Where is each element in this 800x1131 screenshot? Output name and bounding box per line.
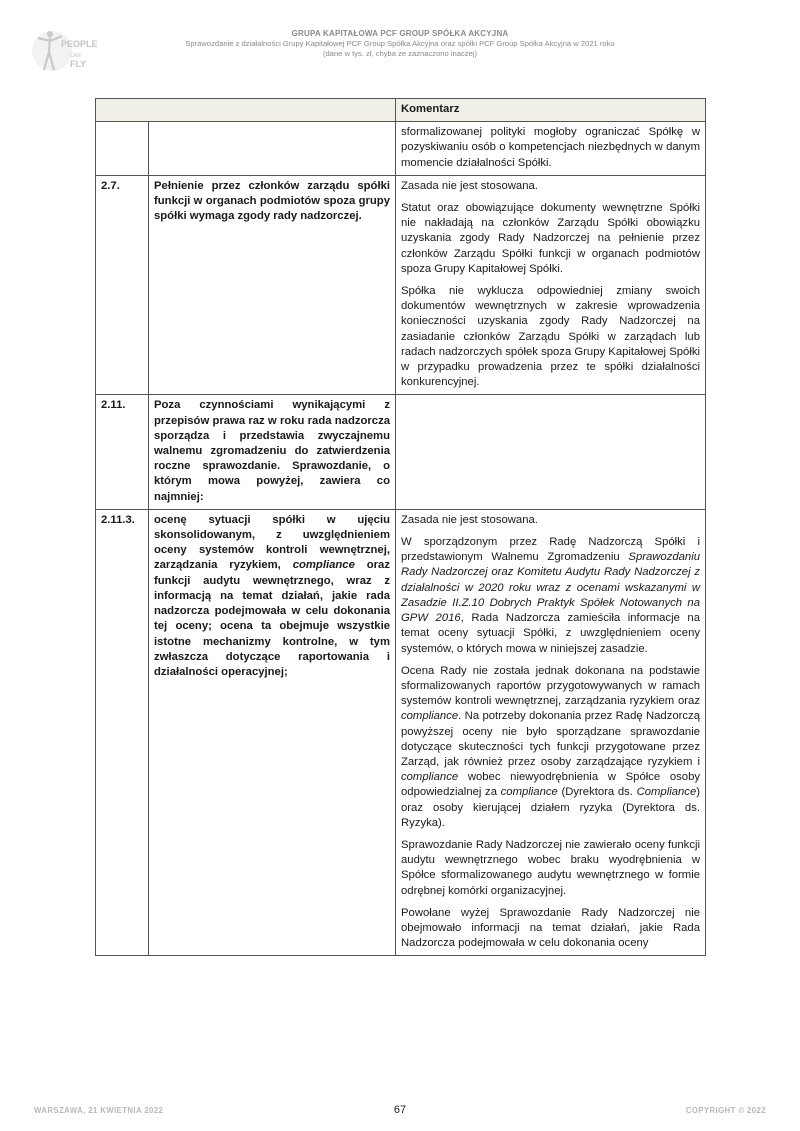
- italic-term: compliance: [292, 559, 355, 572]
- comment-cell: [396, 122, 706, 176]
- italic-term: compliance: [401, 771, 459, 784]
- comment-cell: [396, 395, 706, 509]
- italic-term: compliance: [500, 786, 558, 799]
- company-name: GRUPA KAPITAŁOWA PCF GROUP SPÓŁKA AKCYJNA: [291, 29, 509, 38]
- comment-paragraph: Statut oraz obowiązujące dokumenty wewnętrzne Spółki nie nakładają na członków Zarządu Spółki obowiązku uzyskania zgody Rady Nadzorczej na pełnienie przez członków Zarządu Spółki funkcji w organach podmiotów spoza Grupy Kapitałowej Spółki.: [401, 202, 700, 275]
- text-span: , Rada Nadzorcza zamieściła informacje na temat oceny sytuacji Spółki, z uwzględnieniem oceny systemów, o których mowa w niniejszej zasadzie.: [401, 612, 700, 655]
- header-blank-cell: [96, 99, 396, 122]
- num-cell: [96, 122, 149, 176]
- comment-paragraph: Zasada nie jest stosowana.: [401, 179, 538, 192]
- table-header-row: [96, 99, 706, 122]
- footer-copyright: COPYRIGHT © 2022: [685, 1106, 766, 1115]
- italic-report-title: Sprawozdaniu Rady Nadzorczej oraz Komitetu Audytu Rady Nadzorczej z działalności w 2020 roku wraz z ocenami wskazanymi w Zasadzie II.Z.10 Dobrych Praktyk Spółek Notowanych na GPW 2016: [401, 551, 700, 625]
- table-row: [96, 395, 706, 509]
- principle-cell: [149, 122, 396, 176]
- comment-cell: [396, 509, 706, 955]
- table-row: [96, 175, 706, 395]
- footer-date: WARSZAWA, 21 KWIETNIA 2022: [34, 1106, 164, 1115]
- text-span: ocenę sytuacji spółki w ujęciu skonsolidowanym, z uwzględnieniem oceny systemów kontroli wewnętrznej, zarządzania ryzykiem,: [154, 513, 390, 572]
- principle-cell: Pełnienie przez członków zarządu spółki funkcji w organach podmiotów spoza grupy spółki wymaga zgody rady nadzorczej.: [149, 175, 396, 395]
- num-cell: 2.7.: [96, 175, 149, 395]
- company-logo: [30, 24, 98, 78]
- text-span: wobec niewyodrębnienia w Spółce osoby odpowiedzialnej za: [401, 771, 700, 799]
- comment-paragraph: sformalizowanej polityki mogłoby ograniczać Spółkę w pozyskiwaniu osób o kompetencjach niezbędnych w danym momencie działalności Spółki.: [401, 126, 700, 169]
- text-span: (Dyrektora ds.: [557, 786, 637, 799]
- comment-paragraph: Spółka nie wyklucza odpowiedniej zmiany swoich dokumentów wewnętrznych w zakresie wprowadzenia konieczności uzyskania zgody Rady Nadzorczej na zasiadanie członków Zarządu Spółki w zarządach lub radach nadzorczych spółek spoza Grupy Kapitałowej Spółki w przypadku prowadzenia przez te spółki działalności konkurencyjnej.: [401, 285, 700, 389]
- table-row: [96, 509, 706, 955]
- text-span: W sporządzonym przez Radę Nadzorczą Spółki i przedstawionym Walnemu Zgromadzeniu: [401, 536, 700, 564]
- text-span: Ocena Rady nie została jednak dokonana na podstawie sformalizowanych raportów przygotowywanych w ramach systemów kontroli wewnętrznej, zarządzania ryzykiem oraz: [401, 664, 700, 708]
- text-span: oraz funkcji audytu wewnętrznego, wraz z informacją na temat działań, jakie rada nadzorcza podejmowała w celu dokonania tej oceny; ocena ta obejmuje wszystkie istotne mechanizmy kontrolne, w tym zwłaszcza dotyczące raportowania i działalności operacyjnej;: [154, 559, 390, 678]
- logo-figure-icon: [30, 24, 98, 78]
- svg-text:FLY: FLY: [70, 59, 87, 69]
- comment-cell: [396, 175, 706, 395]
- table-row-continuation: [96, 122, 706, 176]
- principle-cell: [149, 509, 396, 955]
- page-header: [100, 28, 700, 59]
- units-note: (dane w tys. zł, chyba że zaznaczono inaczej): [322, 49, 478, 58]
- report-subtitle: Sprawozdanie z działalności Grupy Kapitałowej PCF Group Spółka Akcyjna oraz spółki PCF Group Spółka Akcyjna w 2021 roku: [185, 39, 615, 48]
- italic-term: Compliance: [636, 786, 697, 799]
- principle-cell: Poza czynnościami wynikającymi z przepisów prawa raz w roku rada nadzorcza sporządza i przedstawia zwyczajnemu walnemu zgromadzeniu do zatwierdzenia roczne sprawozdanie. Sprawozdanie, o którym mowa powyżej, zawiera co najmniej:: [149, 395, 396, 509]
- svg-text:CAN: CAN: [70, 53, 81, 59]
- page-number: 67: [393, 1104, 407, 1116]
- text-span: . Na potrzeby dokonania przez Radę Nadzorczą powyższej oceny nie było sporządzane sprawozdanie dotyczące skuteczności tych funkcji przygotowane przez Zarząd, jak również przez osoby zarządzające ryzykiem i: [401, 710, 700, 768]
- italic-term: compliance: [401, 710, 459, 723]
- header-comment-cell: Komentarz: [396, 99, 706, 122]
- comment-paragraph: Powołane wyżej Sprawozdanie Rady Nadzorczej nie obejmowało informacji na temat działań, jakie Rada Nadzorcza podejmowała w celu dokonania oceny: [401, 906, 700, 950]
- num-cell: 2.11.3.: [96, 509, 149, 955]
- governance-table: [95, 98, 706, 956]
- text-span: ) oraz osoby kierującej działem ryzyka (Dyrektora ds. Ryzyka).: [401, 786, 700, 829]
- comment-paragraph: Sprawozdanie Rady Nadzorczej nie zawierało oceny funkcji audytu wewnętrznego wobec braku wyodrębnienia w Spółce sformalizowanego audytu wewnętrznego w formie odrębnej komórki organizacyjnej.: [401, 838, 700, 897]
- num-cell: 2.11.: [96, 395, 149, 509]
- svg-text:PEOPLE: PEOPLE: [61, 39, 98, 49]
- comment-paragraph: [401, 664, 700, 831]
- comment-paragraph: Zasada nie jest stosowana.: [401, 513, 538, 526]
- comment-paragraph: [401, 535, 700, 657]
